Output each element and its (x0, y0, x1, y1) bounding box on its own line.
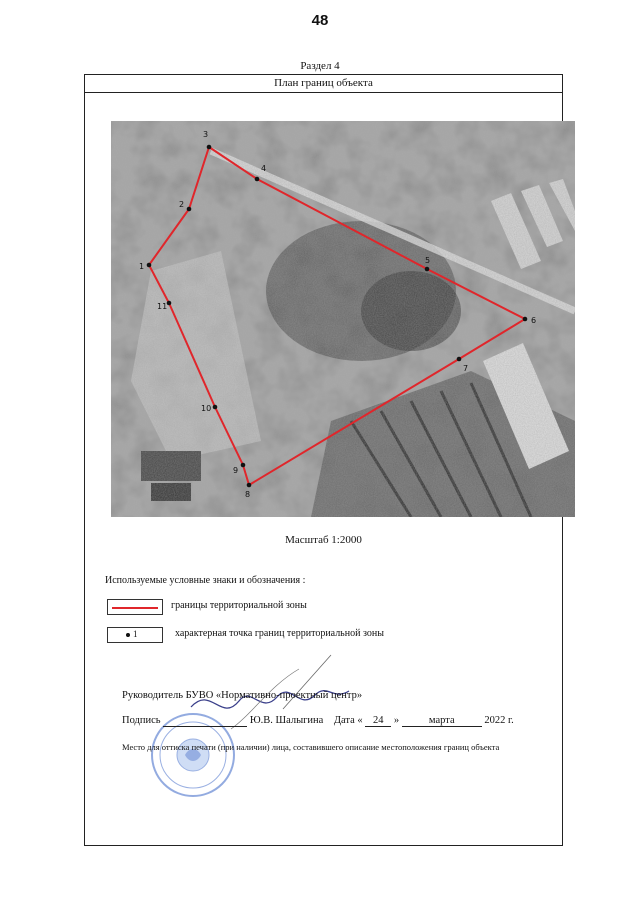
scale-label: Масштаб 1:2000 (285, 534, 362, 546)
boundary-point-label-10: 10 (201, 404, 212, 413)
date-separator: » (393, 715, 400, 726)
document-frame (84, 74, 563, 846)
boundary-point-label-9: 9 (233, 466, 239, 475)
point-sample-number: 1 (133, 629, 138, 639)
boundary-point-6 (523, 317, 528, 322)
signature-line (122, 715, 514, 727)
boundary-point-3 (207, 145, 212, 150)
section-label: Раздел 4 (300, 60, 340, 72)
date-label: Дата « (333, 715, 363, 726)
date-day: 24 (365, 715, 391, 727)
boundary-point-label-5: 5 (425, 256, 431, 265)
boundary-point-label-8: 8 (245, 490, 251, 499)
date-month: марта (402, 715, 482, 727)
legend-title: Используемые условные знаки и обозначения : (105, 575, 306, 586)
boundary-point-8 (247, 483, 252, 488)
date-year: 2022 г. (484, 715, 514, 726)
boundary-point-10 (213, 405, 218, 410)
page-number: 48 (311, 12, 329, 29)
boundary-point-2 (187, 207, 192, 212)
boundary-point-label-11: 11 (157, 302, 168, 311)
aerial-map (111, 121, 575, 517)
signatory-name: Ю.В. Шалыгина (249, 715, 324, 726)
page-title: План границ объекта (85, 75, 562, 93)
point-dot-symbol (126, 633, 130, 637)
stamp-note: Место для оттиска печати (при наличии) лица, составившего описание местоположения границ объекта (122, 742, 500, 752)
boundary-point-label-2: 2 (179, 200, 185, 209)
boundary-point-label-6: 6 (531, 316, 537, 325)
boundary-point-4 (255, 177, 260, 182)
legend-boundary-text: границы территориальной зоны (171, 600, 307, 611)
boundary-point-label-4: 4 (261, 164, 267, 173)
boundary-point-7 (457, 357, 462, 362)
photo-grain (111, 121, 575, 517)
legend-point-symbol (107, 627, 163, 643)
boundary-point-label-1: 1 (139, 262, 145, 271)
boundary-point-label-7: 7 (463, 364, 469, 373)
boundary-line-symbol (112, 607, 158, 609)
boundary-point-label-3: 3 (203, 130, 209, 139)
signature-field (163, 715, 247, 727)
boundary-point-9 (241, 463, 246, 468)
signature-label: Подпись (122, 715, 161, 726)
boundary-point-5 (425, 267, 430, 272)
legend-point-text: характерная точка границ территориальной зоны (175, 628, 384, 639)
boundary-point-1 (147, 263, 152, 268)
boundary-point-11 (167, 301, 172, 306)
signatory-title: Руководитель БУВО «Нормативно-проектный центр» (122, 690, 363, 701)
legend-boundary-symbol (107, 599, 163, 615)
